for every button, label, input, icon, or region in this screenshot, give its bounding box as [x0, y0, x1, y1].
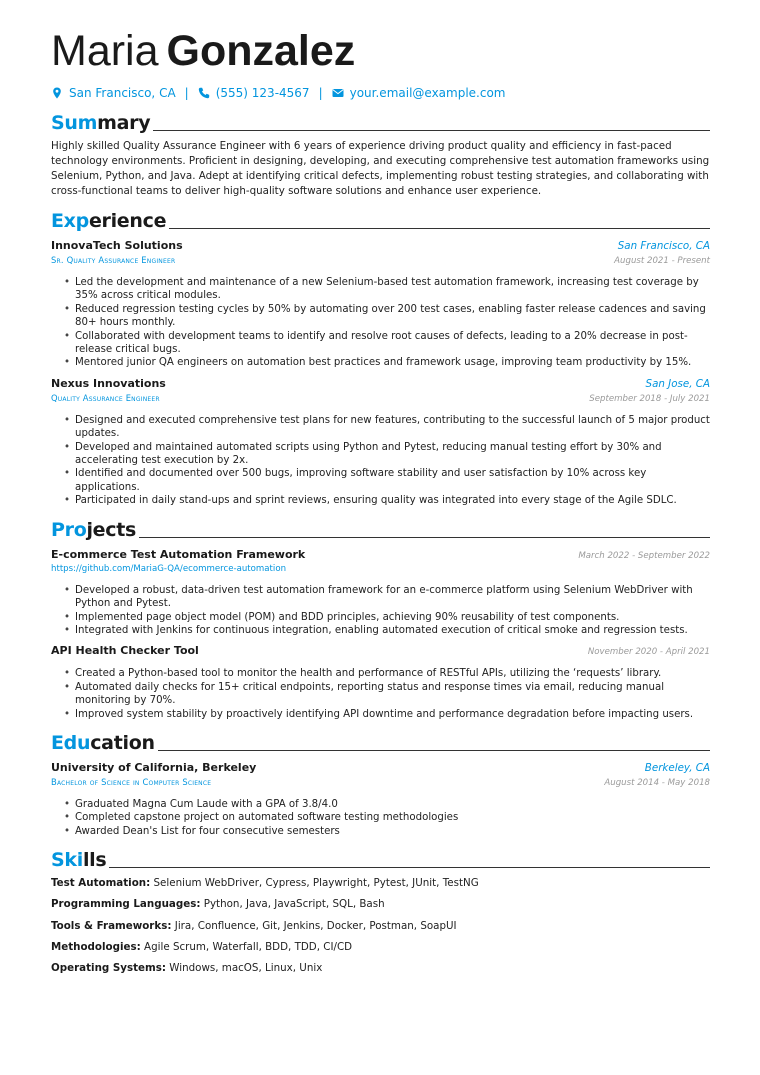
project-bullets — [51, 667, 710, 721]
education-dates: August 2014 - May 2018 — [604, 777, 710, 788]
skill-row — [51, 877, 710, 890]
bullet-item: • Led the development and maintenance of a new Selenium-based test automation framework, increasing test coverage by 35% across critical modules. — [64, 277, 699, 302]
project-name: API Health Checker Tool — [51, 644, 199, 658]
bullet-item: • Graduated Magna Cum Laude with a GPA of 3.8/4.0 — [64, 798, 338, 810]
experience-entry — [51, 238, 710, 370]
school-location: Berkeley, CA — [644, 761, 710, 774]
project-dates: November 2020 - April 2021 — [587, 647, 710, 658]
education-section-header — [51, 730, 710, 754]
bullet-item: • Improved system stability by proactively identifying API downtime and performance degradation before impacting users. — [64, 708, 694, 720]
email-item[interactable] — [332, 86, 506, 100]
contact-separator: | — [318, 86, 323, 100]
job-role: Quality Assurance Engineer — [51, 392, 160, 403]
email-link[interactable]: your.email@example.com — [349, 86, 506, 100]
job-role: Sr. Quality Assurance Engineer — [51, 255, 176, 265]
bullet-item: • Developed a robust, data-driven test automation framework for an e-commerce platform using Selenium WebDriver with Python and Pytest. — [64, 584, 693, 610]
phone-text: (555) 123-4567 — [215, 86, 310, 100]
project-dates: March 2022 - September 2022 — [578, 550, 710, 561]
experience-entry — [51, 376, 710, 508]
job-bullets — [51, 414, 710, 508]
bullet-item: • Identified and documented over 500 bugs, improving software stability and user satisfaction by 10% across key applications. — [64, 468, 647, 493]
school-name: University of California, Berkeley — [51, 760, 257, 774]
projects-section-header — [51, 517, 710, 541]
bullet-item: • Collaborated with development teams to identify and resolve root causes of defects, leading to a 20% decrease in post-release critical bugs. — [64, 330, 688, 356]
job-location: San Jose, CA — [645, 377, 710, 390]
skills-list — [51, 877, 710, 975]
section-title: Experience — [51, 210, 167, 232]
contact-separator: | — [184, 86, 189, 100]
section-rule — [139, 537, 710, 538]
education-entry — [51, 760, 710, 838]
job-bullets — [51, 276, 710, 370]
bullet-item: • Integrated with Jenkins for continuous integration, enabling automated execution of critical smoke and regression tests. — [64, 624, 688, 636]
phone-item[interactable] — [198, 86, 310, 100]
summary-text: Highly skilled Quality Assurance Engineer with 6 years of experience driving product quality and efficiency in fast-paced technology environments. Proficient in designing, developing, and executing comprehensive test automation frameworks using Selenium, Python, and Java. Adept at identifying critical defects, implementing robust testing strategies, and collaborating with cross-functional teams to deliver high-quality software solutions and enhance user experience. — [51, 140, 710, 197]
section-rule — [153, 130, 710, 131]
bullet-item: • Implemented page object model (POM) and BDD principles, achieving 90% reusability of test components. — [64, 611, 620, 623]
section-rule — [169, 228, 710, 229]
resume-page — [51, 28, 710, 984]
skill-label: Test Automation: — [51, 877, 151, 890]
job-dates: August 2021 - Present — [614, 256, 710, 266]
first-name: Maria — [51, 27, 159, 75]
skill-value: Selenium WebDriver, Cypress, Playwright, Pytest, JUnit, TestNG — [153, 877, 479, 890]
bullet-item: • Completed capstone project on automated software testing methodologies — [64, 812, 459, 824]
bullet-item: • Designed and executed comprehensive test plans for new features, contributing to the successful launch of 5 major product updates. — [64, 414, 710, 440]
section-rule — [109, 867, 710, 868]
bullet-item: • Automated daily checks for 15+ critical endpoints, reporting status and response times via email, reducing manual monitoring by 70%. — [64, 681, 665, 707]
job-location: San Francisco, CA — [617, 240, 710, 252]
contact-bar — [51, 85, 710, 101]
project-entry — [51, 643, 710, 721]
skill-label: Tools & Frameworks: — [51, 919, 172, 932]
project-entry — [51, 547, 710, 638]
skill-label: Methodologies: — [51, 941, 141, 954]
section-rule — [158, 750, 710, 751]
skill-row — [51, 920, 710, 933]
bullet-item: • Mentored junior QA engineers on automation best practices and framework usage, improving team productivity by 15%. — [64, 357, 692, 369]
bullet-item: • Participated in daily stand-ups and sprint reviews, ensuring quality was integrated into every stage of the Agile SDLC. — [64, 495, 677, 507]
bullet-item: • Developed and maintained automated scripts using Python and Pytest, reducing manual testing effort by 30% and accelerating test execution by 2x. — [64, 441, 662, 467]
project-name: E-commerce Test Automation Framework — [51, 547, 306, 561]
company-name: Nexus Innovations — [51, 376, 166, 390]
skill-label: Programming Languages: — [51, 898, 201, 911]
skill-row — [51, 898, 710, 911]
candidate-name — [51, 28, 710, 74]
map-pin-icon — [51, 87, 63, 99]
section-title: Education — [51, 731, 155, 754]
skill-value: Agile Scrum, Waterfall, BDD, TDD, CI/CD — [144, 941, 353, 954]
skill-value: Jira, Confluence, Git, Jenkins, Docker, Postman, SoapUI — [174, 919, 457, 932]
phone-icon — [198, 87, 210, 99]
skill-value: Windows, macOS, Linux, Unix — [169, 962, 323, 975]
project-link[interactable]: https://github.com/MariaG-QA/ecommerce-automation — [51, 563, 287, 574]
bullet-item: • Reduced regression testing cycles by 50% by automating over 200 test cases, enabling faster release cadences and saving 80+ hours monthly. — [64, 303, 706, 329]
last-name: Gonzalez — [166, 27, 356, 75]
envelope-icon — [332, 87, 344, 99]
skill-label: Operating Systems: — [51, 962, 167, 975]
location-item — [51, 86, 176, 100]
bullet-item: • Awarded Dean's List for four consecutive semesters — [64, 825, 340, 837]
experience-section-header — [51, 208, 710, 232]
summary-section-header — [51, 110, 710, 134]
section-title: Projects — [51, 518, 137, 541]
job-dates: September 2018 - July 2021 — [589, 393, 710, 404]
degree: Bachelor of Science in Computer Science — [51, 776, 212, 787]
section-title: Skills — [51, 849, 107, 872]
bullet-item: • Created a Python-based tool to monitor the health and performance of RESTful APIs, utilizing the ‘requests’ library. — [64, 668, 662, 680]
skills-section-header — [51, 847, 710, 871]
skill-row — [51, 962, 710, 975]
location-text: San Francisco, CA — [69, 86, 176, 100]
project-bullets — [51, 584, 710, 638]
company-name: InnovaTech Solutions — [51, 239, 183, 252]
skill-row — [51, 941, 710, 954]
skill-value: Python, Java, JavaScript, SQL, Bash — [203, 898, 385, 911]
education-bullets — [51, 798, 710, 838]
section-title: Summary — [51, 112, 151, 134]
